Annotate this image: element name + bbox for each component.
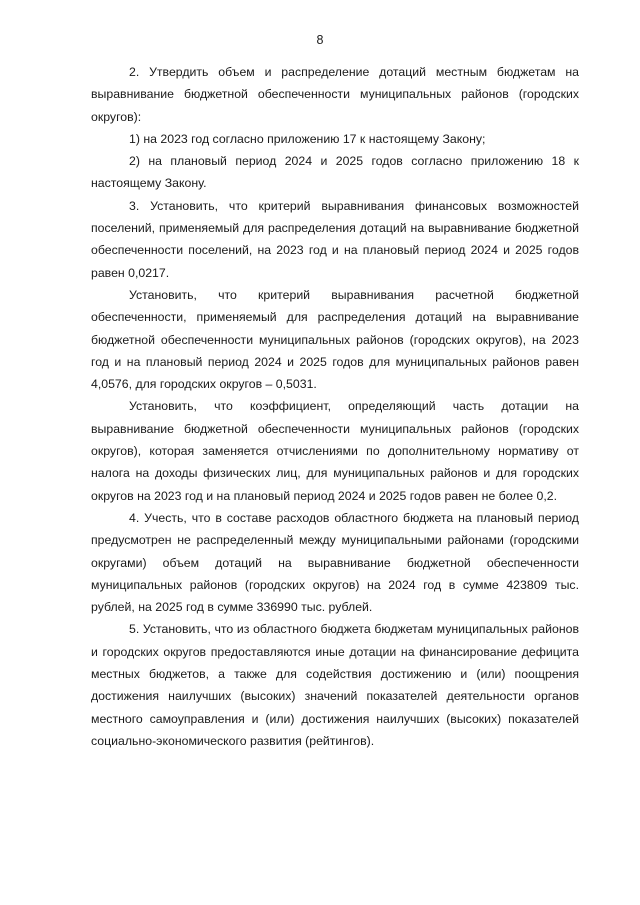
paragraph-criterion-estimated: Установить, что критерий выравнивания расчетной бюджетной обеспеченности, применяемый для распределения дотаций на выравнивание бюджетной обеспеченности муниципальных районов (городских округов), на 2023 год и на плановый период 2024 и 2025 годов для муниципальных районов равен 4,0576, для городских округов – 0,5031. (91, 287, 579, 392)
paragraph-item-3: 3. Установить, что критерий выравнивания финансовых возможностей поселений, применяемый для распределения дотаций на выравнивание бюджетной обеспеченности поселений, на 2023 год и на плановый период 2024 и 2025 годов равен 0,0217. (91, 198, 579, 280)
paragraph-item-4: 4. Учесть, что в составе расходов областного бюджета на плановый период предусмотрен не распределенный между муниципальными районами (городскими округами) объем дотаций на выравнивание бюджетной обеспеченности муниципальных районов (городских округов) на 2024 год в сумме 423809 тыс. рублей, на 2025 год в сумме 336990 тыс. рублей. (91, 510, 579, 615)
paragraph-item-2: 2. Утвердить объем и распределение дотаций местным бюджетам на выравнивание бюджетной обеспеченности муниципальных районов (городских округов): (91, 65, 579, 124)
page-number: 8 (316, 33, 324, 47)
paragraph-item-5: 5. Установить, что из областного бюджета бюджетам муниципальных районов и городских округов предоставляются иные дотации на финансирование дефицита местных бюджетов, а также для содействия достижению и (или) поощрения достижения наилучших (высоких) значений показателей деятельности органов местного самоуправления и (или) достижения наилучших (высоких) показателей социально-экономического развития (рейтингов). (91, 622, 579, 748)
document-body (91, 61, 579, 752)
paragraph-subitem-1: 1) на 2023 год согласно приложению 17 к настоящему Закону; (129, 131, 486, 146)
paragraph-coefficient: Установить, что коэффициент, определяющий часть дотации на выравнивание бюджетной обеспеченности муниципальных районов (городских округов), которая заменяется отчислениями по дополнительному нормативу от налога на доходы физических лиц, для муниципальных районов и для городских округов на 2023 год и на плановый период 2024 и 2025 годов равен не более 0,2. (91, 399, 579, 503)
paragraph-subitem-2: 2) на плановый период 2024 и 2025 годов согласно приложению 18 к настоящему Закону. (91, 154, 579, 191)
